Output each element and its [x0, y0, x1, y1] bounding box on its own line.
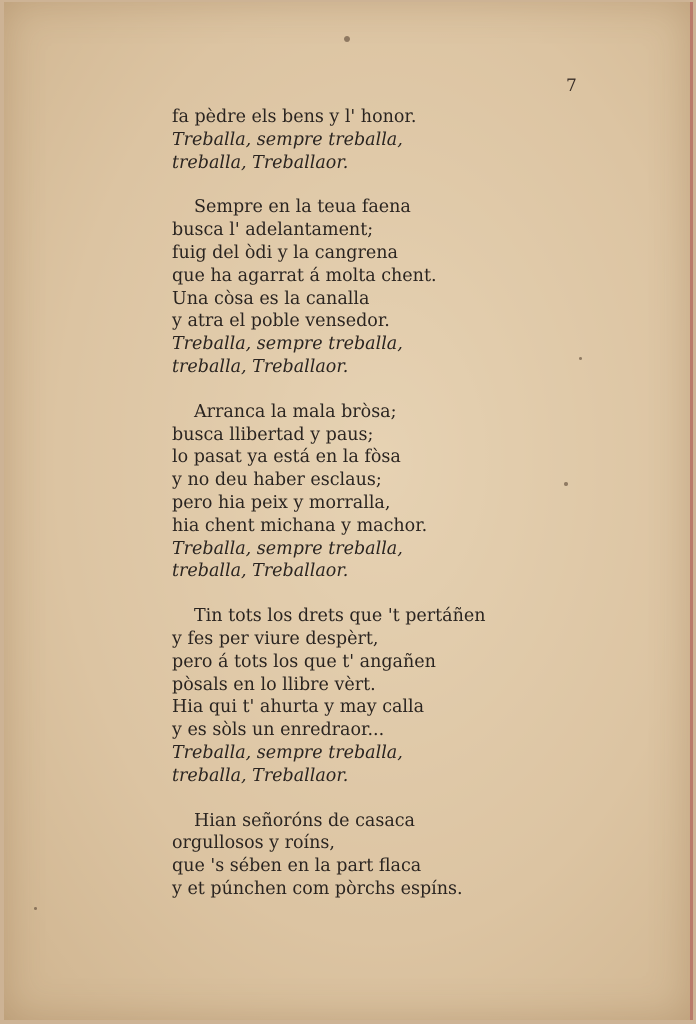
refrain-line: treballa, Treballaor. — [172, 561, 349, 582]
poem-line: y es sòls un enredraor... — [172, 720, 385, 741]
refrain-line: treballa, Treballaor. — [172, 765, 349, 786]
poem-line: y et púnchen com pòrchs espíns. — [172, 878, 463, 899]
stanza — [172, 196, 592, 378]
poem-line: fa pèdre els bens y l' honor. — [172, 107, 417, 127]
poem-line: Sempre en la teua faena — [194, 197, 411, 218]
poem-line: lo pasat ya está en la fòsa — [172, 447, 401, 468]
refrain-line: Treballa, sempre treballa, — [172, 538, 403, 559]
stanza — [172, 106, 592, 174]
book-page — [4, 2, 693, 1020]
poem-line: pòsals en lo llibre vèrt. — [172, 674, 376, 695]
poem-line: y no deu haber esclaus; — [172, 470, 382, 491]
stanza — [172, 401, 592, 583]
refrain-line: Treballa, sempre treballa, — [172, 334, 403, 355]
poem-line: Arranca la mala bròsa; — [194, 401, 397, 422]
poem-line: hia chent michana y machor. — [172, 515, 428, 536]
poem-line: fuig del òdi y la cangrena — [172, 242, 398, 263]
poem-line: busca llibertad y paus; — [172, 424, 374, 445]
poem-line: y atra el poble vensedor. — [172, 311, 390, 332]
refrain-line: Treballa, sempre treballa, — [172, 129, 403, 150]
page-number: 7 — [566, 76, 577, 96]
refrain-line: Treballa, sempre treballa, — [172, 742, 403, 763]
poem-line: Tin tots los drets que 't pertáñen — [194, 606, 486, 627]
refrain-line: treballa, Treballaor. — [172, 152, 349, 173]
poem-line: y fes per viure despèrt, — [172, 628, 379, 649]
ink-spot — [34, 907, 37, 910]
poem-line: pero á tots los que t' angañen — [172, 651, 436, 672]
poem-line: Hia qui t' ahurta y may calla — [172, 697, 425, 718]
poem-line: busca l' adelantament; — [172, 220, 374, 241]
poem-line: que 's sében en la part flaca — [172, 856, 422, 877]
poem-line: Una còsa es la canalla — [172, 288, 370, 309]
ink-spot — [344, 36, 350, 42]
poem-line: Hian señoróns de casaca — [194, 810, 415, 831]
refrain-line: treballa, Treballaor. — [172, 356, 349, 377]
poem-line: pero hia peix y morralla, — [172, 492, 391, 513]
poem-line: que ha agarrat á molta chent. — [172, 265, 437, 286]
stanza — [172, 810, 592, 901]
poem-line: orgullosos y roíns, — [172, 833, 335, 854]
stanza — [172, 605, 592, 787]
poem-text — [172, 106, 592, 923]
